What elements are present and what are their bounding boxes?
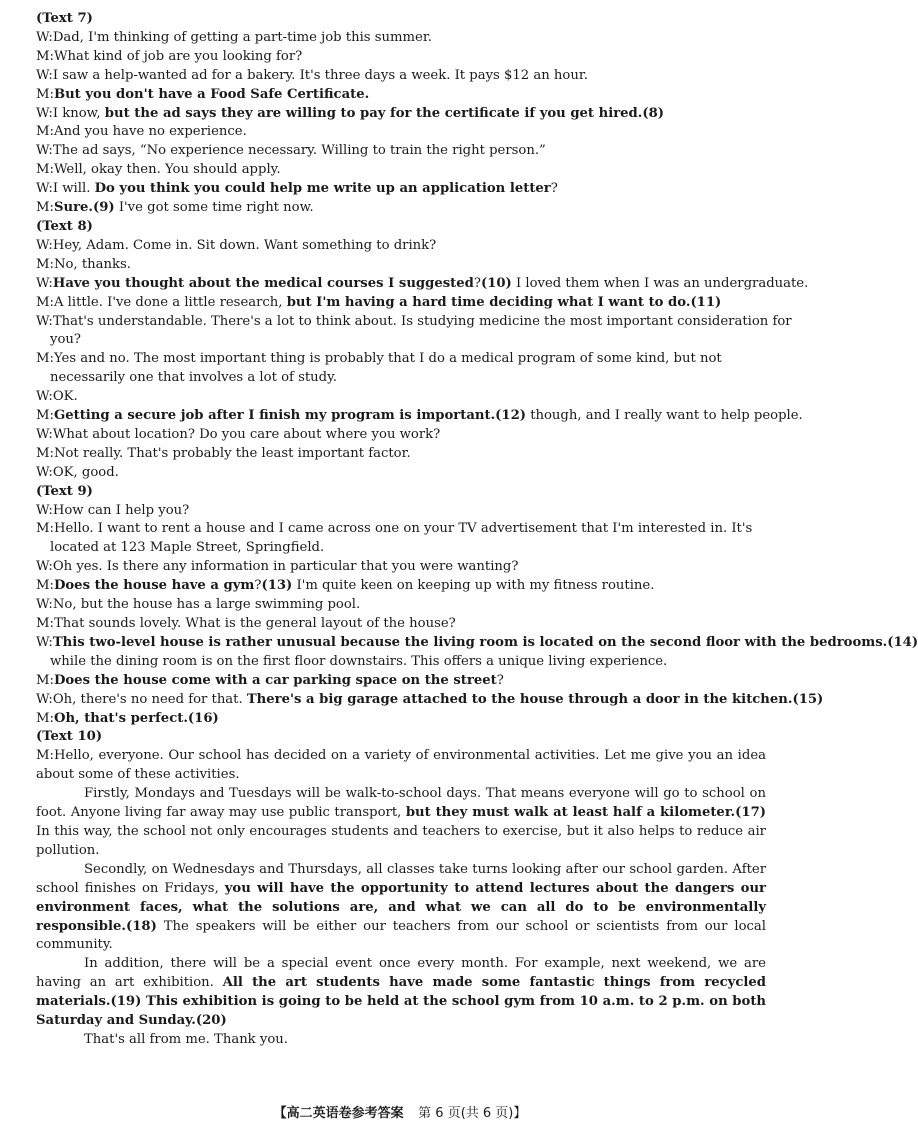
speaker: M: <box>36 86 54 102</box>
bold-segment: Sure. <box>53 200 93 216</box>
text-segment: ? <box>550 181 558 197</box>
text-segment: That's all from me. Thank you. <box>84 1031 288 1047</box>
speaker: M: <box>36 200 54 216</box>
text-segment: Firstly, Mondays and Tuesdays will be walk-to-school days. That means everyone will go to school on foot. Anyone living far away may use public transport, <box>36 786 766 821</box>
dialogue-continuation: while the dining room is on the first floor downstairs. This offers a unique living experience. <box>50 653 668 669</box>
bold-segment: (18) <box>126 918 157 934</box>
dialogue-continuation: you? <box>50 332 81 348</box>
text-segment: though, and I really want to help people. <box>526 408 803 424</box>
text-segment: The speakers will be either our teachers from our school or scientists from our local community. <box>36 918 766 953</box>
footer-title: 【高二英语卷参考答案 <box>273 1106 404 1121</box>
dialogue-line <box>36 67 766 86</box>
speaker: W: <box>36 313 53 329</box>
bold-segment: (19) <box>110 994 142 1010</box>
text9-heading: (Text 9) <box>36 483 93 499</box>
bold-segment: This exhibition is going to be held at the school gym from 10 a.m. to 2 p.m. on both Saturday and Sunday. <box>36 994 766 1029</box>
text-segment: Hello. I want to rent a house and I came across one on your TV advertisement that I'm interested in. It's <box>53 521 753 537</box>
dialogue-line <box>36 672 766 691</box>
dialogue-line <box>36 464 766 483</box>
bold-segment: (20) <box>195 1013 227 1029</box>
dialogue-line <box>36 123 766 142</box>
text-segment: No, thanks. <box>53 256 131 272</box>
text-segment: Yes and no. The most important thing is probably that I do a medical program of some kind, but not <box>53 351 722 367</box>
speaker: W: <box>36 464 53 480</box>
text-segment: How can I help you? <box>52 502 190 518</box>
text-segment: In this way, the school not only encourages students and teachers to exercise, but it also helps to reduce air pollution. <box>36 823 766 858</box>
speaker: W: <box>36 237 53 253</box>
page-footer <box>0 1102 800 1121</box>
dialogue-line <box>36 710 766 729</box>
text7-dialogue <box>36 29 766 218</box>
dialogue-line <box>36 577 766 596</box>
text-segment: Oh yes. Is there any information in particular that you were wanting? <box>52 559 519 575</box>
bold-segment: This two-level house is rather unusual because the living room is located on the second floor with the bedrooms. <box>52 634 888 650</box>
dialogue-continuation: located at 123 Maple Street, Springfield. <box>50 540 325 556</box>
dialogue-line <box>36 105 766 124</box>
dialogue-line <box>36 350 766 369</box>
speaker: W: <box>36 502 53 518</box>
text-segment: OK, good. <box>52 464 119 480</box>
text-segment: Well, okay then. You should apply. <box>53 162 281 178</box>
text-segment: Hey, Adam. Come in. Sit down. Want something to drink? <box>52 237 437 253</box>
speech-paragraph <box>36 861 766 956</box>
dialogue-line <box>36 294 766 313</box>
dialogue-line <box>36 634 918 653</box>
dialogue-line <box>36 275 809 294</box>
bold-segment: (13) <box>261 578 293 594</box>
text-segment: Secondly, on Wednesdays and Thursdays, all classes take turns looking after our school garden. After school finishes on Fridays, <box>36 861 766 896</box>
text-segment: ? <box>473 275 481 291</box>
intro-text: Hello, everyone. Our school has decided on a variety of environmental activities. Let me give you an idea about some of these activities. <box>36 748 766 783</box>
text-segment: Not really. That's probably the least important factor. <box>53 445 411 461</box>
speaker: M: <box>36 710 54 726</box>
speaker: W: <box>36 275 53 291</box>
dialogue-line <box>36 502 766 521</box>
dialogue-line <box>36 142 766 161</box>
dialogue-line <box>36 520 766 539</box>
speaker: M: <box>36 748 54 764</box>
dialogue-line <box>36 445 766 464</box>
text-segment: That's understandable. There's a lot to think about. Is studying medicine the most important consideration for <box>52 313 792 329</box>
text10-intro <box>36 747 766 785</box>
text-segment: OK. <box>52 389 78 405</box>
text-segment: ? <box>254 578 262 594</box>
text-segment: I loved them when I was an undergraduate. <box>511 275 809 291</box>
text7-heading: (Text 7) <box>36 11 93 26</box>
bold-segment: but they must walk at least half a kilometer. <box>405 805 736 821</box>
bold-segment: (11) <box>690 294 722 310</box>
text-segment: That sounds lovely. What is the general layout of the house? <box>53 616 456 631</box>
speaker: W: <box>36 181 53 197</box>
bold-segment: (17) <box>735 805 766 821</box>
bold-segment: Does the house come with a car parking space on the street <box>53 672 497 688</box>
bold-segment: (8) <box>642 105 665 121</box>
speaker: M: <box>36 294 54 310</box>
text-segment: Oh, there's no need for that. <box>52 691 247 707</box>
footer-page-number: 第 6 页(共 6 页)】 <box>418 1106 527 1121</box>
bold-segment: (15) <box>792 691 824 707</box>
speaker: M: <box>36 48 54 64</box>
speech-paragraph <box>36 785 766 861</box>
bold-segment: but the ad says they are willing to pay for the certificate if you get hired. <box>104 105 643 121</box>
speaker: M: <box>36 672 54 688</box>
bold-segment: Do you think you could help me write up an application letter <box>94 181 551 197</box>
dialogue-line <box>36 426 766 445</box>
bold-segment: Oh, that's perfect. <box>53 710 188 726</box>
speaker: M: <box>36 256 54 272</box>
speaker: W: <box>36 389 53 405</box>
dialogue-line <box>36 199 766 218</box>
text-segment: I know, <box>52 105 105 121</box>
speaker: M: <box>36 445 54 461</box>
text-segment: ? <box>496 672 504 688</box>
speech-paragraph <box>36 955 766 1031</box>
dialogue-line <box>36 596 766 615</box>
text-segment: The ad says, “No experience necessary. Willing to train the right person.” <box>52 143 546 159</box>
bold-segment: But you don't have a Food Safe Certificate. <box>53 86 370 102</box>
bold-segment: All the art students have made some fantastic things from recycled materials. <box>36 975 766 1010</box>
text-segment: What kind of job are you looking for? <box>53 48 303 64</box>
speaker: M: <box>36 351 54 367</box>
dialogue-line <box>36 256 766 275</box>
speaker: M: <box>36 521 54 537</box>
text10-paragraphs <box>36 785 766 1050</box>
text8-heading: (Text 8) <box>36 218 93 234</box>
speaker: M: <box>36 162 54 178</box>
dialogue-line <box>36 407 803 426</box>
text-segment: I saw a help-wanted ad for a bakery. It's three days a week. It pays $12 an hour. <box>52 67 588 83</box>
speaker: M: <box>36 408 54 424</box>
bold-segment: (14) <box>887 634 918 650</box>
bold-segment: (9) <box>93 200 115 216</box>
text8-dialogue <box>36 237 809 483</box>
text-segment: And you have no experience. <box>53 124 247 140</box>
speaker: W: <box>36 29 53 45</box>
speaker: W: <box>36 559 53 575</box>
speaker: W: <box>36 105 53 121</box>
bold-segment: (16) <box>187 710 219 726</box>
text-segment: What about location? Do you care about where you work? <box>52 426 441 442</box>
text-segment: I will. <box>52 181 95 197</box>
bold-segment: (10) <box>480 275 512 291</box>
answer-transcript-page <box>36 10 918 1050</box>
dialogue-line <box>36 29 766 48</box>
dialogue-line <box>36 388 766 407</box>
dialogue-line <box>36 161 766 180</box>
dialogue-line <box>36 691 824 710</box>
dialogue-line <box>36 48 766 67</box>
text-segment: I'm quite keen on keeping up with my fitness routine. <box>292 578 655 594</box>
text-segment: No, but the house has a large swimming pool. <box>52 597 361 613</box>
speaker: W: <box>36 67 53 83</box>
speaker: W: <box>36 426 53 442</box>
dialogue-line <box>36 313 792 332</box>
speech-paragraph <box>36 1031 766 1050</box>
bold-segment: There's a big garage attached to the house through a door in the kitchen. <box>246 691 793 707</box>
dialogue-line <box>36 86 766 105</box>
dialogue-continuation: necessarily one that involves a lot of study. <box>50 370 337 386</box>
speaker: W: <box>36 634 53 650</box>
speaker: W: <box>36 691 53 707</box>
bold-segment: Have you thought about the medical courses I suggested <box>52 275 474 291</box>
dialogue-line <box>36 237 766 256</box>
speaker: M: <box>36 616 54 631</box>
speaker: W: <box>36 597 53 613</box>
dialogue-line <box>36 180 766 199</box>
text10-heading: (Text 10) <box>36 729 103 745</box>
text-segment: A little. I've done a little research, <box>53 294 287 310</box>
bold-segment: Does the house have a gym <box>53 578 255 594</box>
text9-dialogue <box>36 502 918 729</box>
speaker: M: <box>36 124 54 140</box>
dialogue-line <box>36 558 766 577</box>
speaker: W: <box>36 143 53 159</box>
text-segment: In addition, there will be a special event once every month. For example, next weekend, we are having an art exhibition. <box>36 956 766 991</box>
dialogue-line <box>36 615 766 634</box>
bold-segment: but I'm having a hard time deciding what I want to do. <box>286 294 691 310</box>
speaker: M: <box>36 578 54 594</box>
bold-segment: you will have the opportunity to attend lectures about the dangers our environment faces, what the solutions are, and what we can all do to be environmentally responsible. <box>36 880 766 934</box>
bold-segment: (12) <box>495 408 526 424</box>
bold-segment: Getting a secure job after I finish my program is important. <box>53 408 496 424</box>
text-segment: Dad, I'm thinking of getting a part-time job this summer. <box>52 29 432 45</box>
text-segment: I've got some time right now. <box>114 200 314 216</box>
